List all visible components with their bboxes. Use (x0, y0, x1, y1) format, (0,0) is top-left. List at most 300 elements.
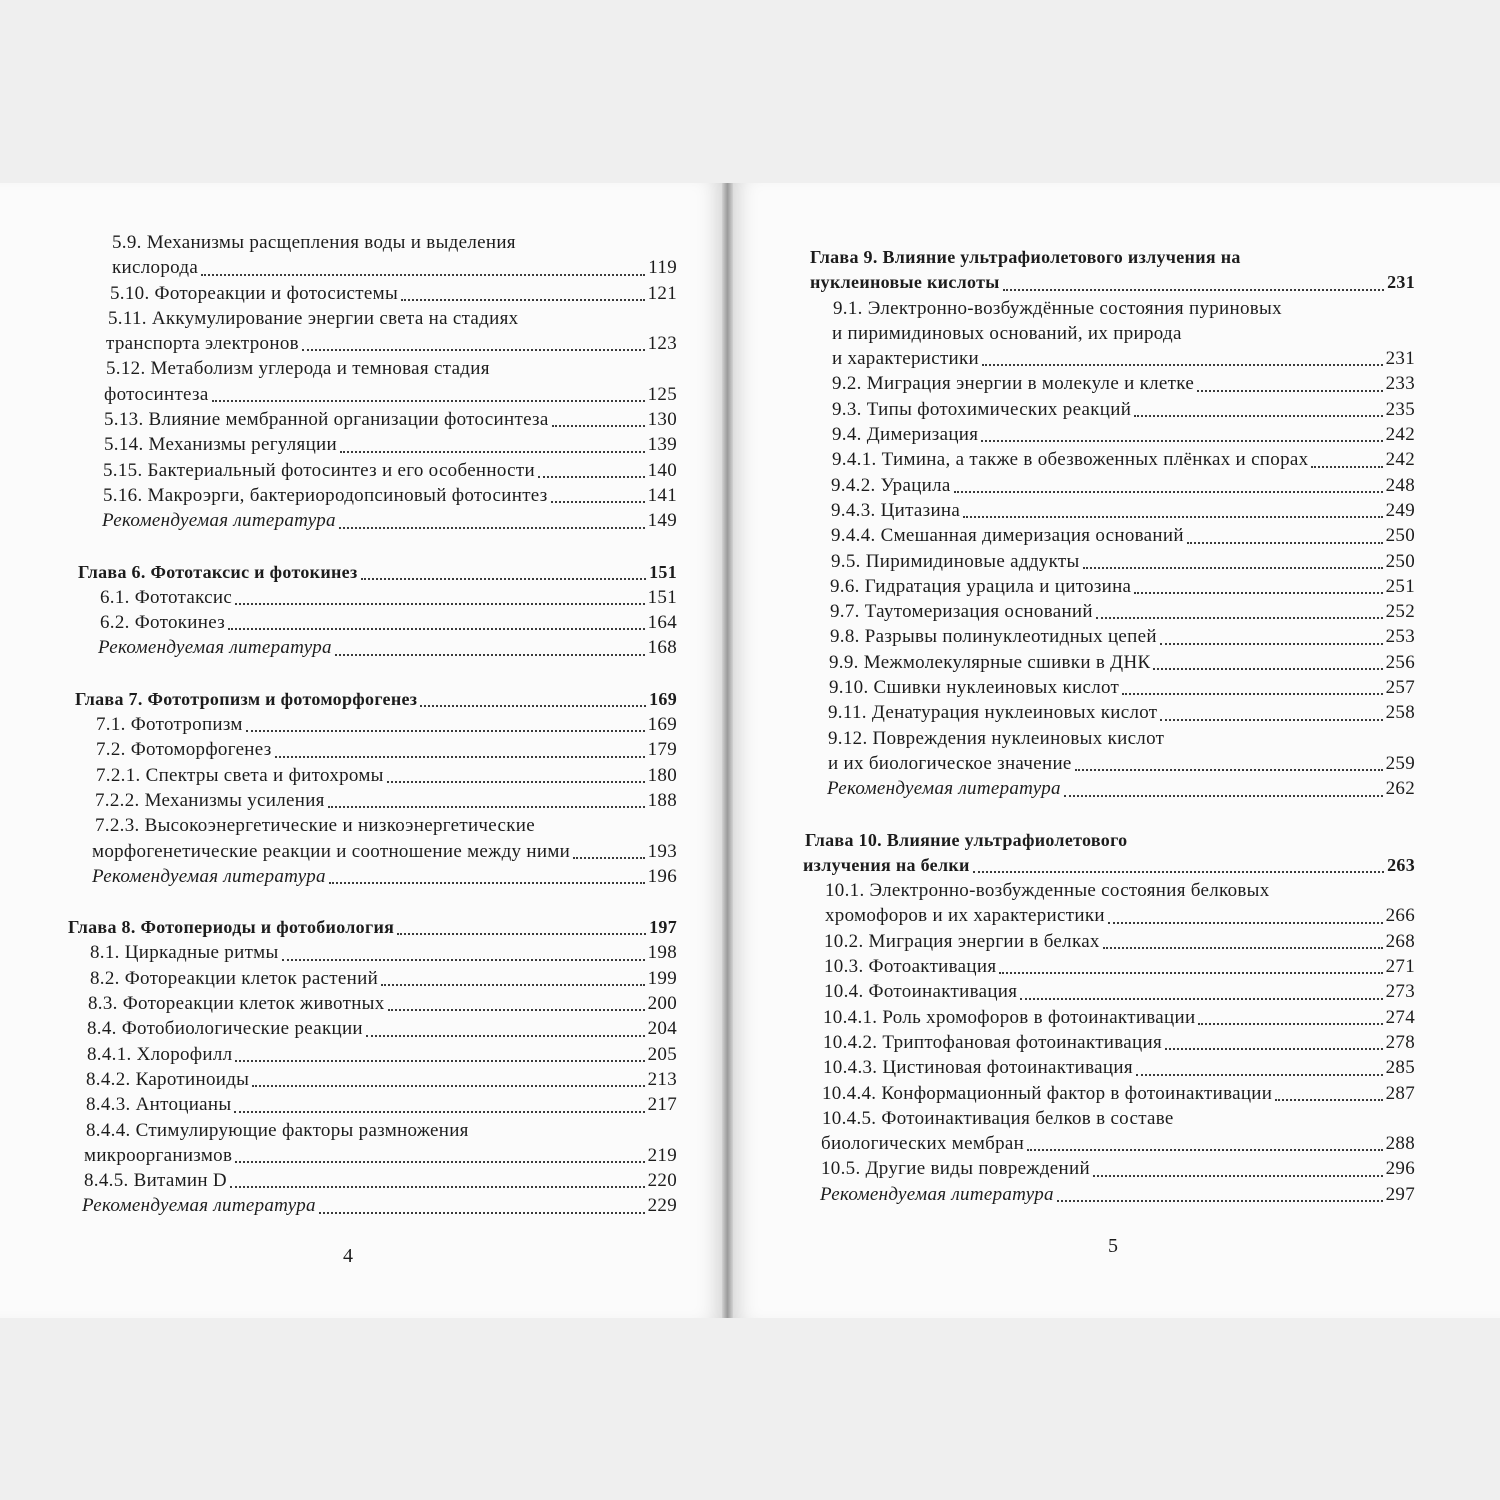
dot-leader (366, 1035, 645, 1037)
toc-entry-title: кислорода (112, 257, 199, 279)
toc-entry-page: 151 (649, 561, 677, 582)
toc-entry-page: 252 (1385, 601, 1415, 623)
toc-entry-row (733, 1030, 1500, 1055)
dot-leader (954, 491, 1383, 493)
toc-entry-page: 250 (1385, 550, 1415, 572)
left-page (0, 183, 722, 1318)
toc-entry-title: 9.2. Миграция энергии в молекуле и клетке (832, 373, 1195, 395)
toc-entry-page: 169 (647, 714, 677, 736)
toc-entry-row (733, 498, 1500, 523)
dot-leader (335, 654, 645, 656)
toc-entry-9-1 (733, 296, 1500, 372)
toc-entry-page: 119 (648, 257, 677, 279)
dot-leader (1134, 415, 1382, 417)
toc-entry-wrap-line: 5.11. Аккумулирование энергии света на стадиях (108, 307, 519, 329)
toc-entry-title: Глава 6. Фототаксис и фотокинез (78, 561, 358, 582)
toc-entry-wrap-line: 8.4.4. Стимулирующие факторы размножения (86, 1119, 469, 1141)
toc-entry-6-1 (0, 585, 722, 610)
toc-entry-row (733, 1131, 1500, 1156)
toc-entry-10-1 (733, 878, 1500, 929)
toc-entry-title: Глава 7. Фототропизм и фотоморфогенез (75, 688, 418, 709)
toc-entry-lit-10 (733, 1182, 1500, 1207)
toc-entry-page: 140 (647, 459, 677, 481)
toc-entry-row (0, 737, 722, 762)
toc-entry-page: 193 (647, 840, 677, 862)
dot-leader (1153, 668, 1382, 670)
toc-entry-9-2 (733, 371, 1500, 396)
toc-entry-9-10 (733, 675, 1500, 700)
toc-entry-10-4-4 (733, 1081, 1500, 1106)
toc-entry-row (733, 650, 1500, 675)
toc-entry-row (733, 1156, 1500, 1181)
dot-leader (381, 984, 645, 986)
toc-entry-page: 263 (1387, 854, 1415, 875)
toc-entry-title: морфогенетические реакции и соотношение между ними (92, 840, 571, 862)
dot-leader (1198, 1023, 1382, 1025)
toc-entry-8-4-5 (0, 1168, 722, 1193)
toc-entry-page: 130 (647, 409, 677, 431)
toc-entry-title: 8.4.1. Хлорофилл (87, 1043, 233, 1065)
dot-leader (552, 425, 645, 427)
toc-entry-row (0, 407, 722, 432)
dot-leader (1057, 1200, 1383, 1202)
toc-entry-title: 9.5. Пиримидиновые аддукты (831, 550, 1080, 572)
toc-entry-title: 8.4.3. Антоцианы (86, 1094, 232, 1116)
dot-leader (1075, 769, 1383, 771)
toc-entry-title: и их биологическое значение (828, 752, 1072, 774)
toc-entry-row (733, 700, 1500, 725)
toc-entry-9-3 (733, 397, 1500, 422)
section-spacer (0, 534, 722, 560)
toc-entry-title: 5.15. Бактериальный фотосинтез и его особенности (103, 459, 535, 481)
dot-leader (1096, 617, 1383, 619)
dot-leader (212, 400, 645, 402)
toc-entry-6-2 (0, 610, 722, 635)
toc-entry-page: 121 (647, 282, 677, 304)
toc-entry-10-4-2 (733, 1030, 1500, 1055)
toc-entry-row (0, 991, 722, 1016)
toc-entry-title: 7.1. Фототропизм (96, 714, 243, 736)
toc-entry-page: 249 (1385, 499, 1415, 521)
toc-entry-page: 274 (1385, 1006, 1415, 1028)
dot-leader (1064, 795, 1383, 797)
toc-entry-7-1 (0, 712, 722, 737)
toc-entry-page: 123 (647, 333, 677, 355)
toc-entry-page: 213 (647, 1068, 677, 1090)
dot-leader (230, 1186, 645, 1188)
dot-leader (1093, 1175, 1383, 1177)
dot-leader (340, 451, 645, 453)
toc-entry-5-9 (0, 230, 722, 281)
toc-entry-row (733, 549, 1500, 574)
dot-leader (1122, 693, 1382, 695)
toc-entry-row (0, 687, 722, 712)
toc-entry-8-4-4 (0, 1118, 722, 1169)
toc-entry-page: 180 (647, 764, 677, 786)
toc-entry-title: транспорта электронов (106, 333, 299, 355)
toc-entry-row (733, 1182, 1500, 1207)
toc-entry-page: 204 (647, 1018, 677, 1040)
toc-entry-8-2 (0, 966, 722, 991)
toc-entry-9-11 (733, 700, 1500, 725)
dot-leader (982, 364, 1383, 366)
toc-entry-row (0, 915, 722, 940)
toc-entry-row (733, 447, 1500, 472)
toc-entry-lit-7 (0, 864, 722, 889)
toc-entry-page: 188 (647, 789, 677, 811)
toc-entry-10-4-5 (733, 1106, 1500, 1157)
dot-leader (397, 933, 646, 935)
toc-entry-wrap-line: Глава 10. Влияние ультрафиолетового (805, 829, 1128, 850)
toc-entry-title: Рекомендуемая литература (827, 778, 1061, 800)
toc-entry-row (0, 712, 722, 737)
toc-entry-row (733, 954, 1500, 979)
toc-entry-lit-6 (0, 635, 722, 660)
section-spacer (0, 889, 722, 915)
toc-entry-title: Рекомендуемая литература (98, 637, 332, 659)
toc-entry-title: 7.2.2. Механизмы усиления (95, 789, 325, 811)
toc-entry-9-6 (733, 574, 1500, 599)
page-number-right: 5 (1108, 1235, 1118, 1257)
dot-leader (282, 959, 645, 961)
toc-entry-title: 6.2. Фотокинез (100, 612, 226, 634)
toc-entry-10-4 (733, 979, 1500, 1004)
toc-entry-9-8 (733, 624, 1500, 649)
toc-entry-9-7 (733, 599, 1500, 624)
toc-entry-5-16 (0, 483, 722, 508)
dot-leader (1136, 1074, 1383, 1076)
toc-entry-row (0, 255, 722, 280)
toc-entry-row (0, 940, 722, 965)
toc-entry-title: Рекомендуемая литература (82, 1195, 316, 1217)
toc-entry-ch-6 (0, 560, 722, 585)
toc-entry-title: 9.4.4. Смешанная димеризация оснований (831, 525, 1184, 547)
toc-entry-title: 9.4. Димеризация (832, 424, 979, 446)
toc-entry-lit-5 (0, 508, 722, 533)
toc-entry-row (733, 346, 1500, 371)
toc-entry-ch-9 (733, 245, 1500, 296)
toc-entry-row (0, 1193, 722, 1218)
dot-leader (551, 501, 645, 503)
toc-entry-row (0, 1092, 722, 1117)
section-spacer (733, 802, 1500, 828)
dot-leader (235, 1161, 644, 1163)
toc-entry-title: 10.5. Другие виды повреждений (821, 1158, 1090, 1180)
toc-entry-8-1 (0, 940, 722, 965)
toc-entry-row (0, 610, 722, 635)
toc-entry-page: 297 (1385, 1183, 1415, 1205)
toc-entry-title: 9.7. Таутомеризация оснований (830, 601, 1093, 623)
toc-entry-row (0, 635, 722, 660)
toc-entry-8-4 (0, 1016, 722, 1041)
dot-leader (339, 527, 645, 529)
toc-entry-title: 10.4.2. Триптофановая фотоинактивация (823, 1031, 1162, 1053)
toc-entry-ch-10 (733, 828, 1500, 879)
dot-leader (1103, 947, 1383, 949)
toc-entry-5-14 (0, 432, 722, 457)
toc-entry-9-4-2 (733, 473, 1500, 498)
toc-entry-page: 288 (1385, 1133, 1415, 1155)
toc-entry-page: 197 (649, 917, 677, 938)
dot-leader (963, 516, 1382, 518)
toc-entry-page: 220 (647, 1170, 677, 1192)
toc-entry-title: 9.11. Денатурация нуклеиновых кислот (828, 702, 1158, 724)
toc-entry-page: 235 (1385, 398, 1415, 420)
toc-entry-ch-8 (0, 915, 722, 940)
toc-entry-title: Рекомендуемая литература (92, 865, 326, 887)
toc-entry-row (733, 853, 1500, 878)
toc-entry-7-2-1 (0, 763, 722, 788)
toc-entry-page: 169 (649, 688, 677, 709)
toc-entry-page: 248 (1385, 474, 1415, 496)
toc-entry-row (0, 458, 722, 483)
toc-entry-page: 250 (1385, 525, 1415, 547)
toc-entry-row (0, 1016, 722, 1041)
toc-entry-page: 242 (1385, 449, 1415, 471)
book-spread (0, 183, 1500, 1318)
toc-entry-row (733, 979, 1500, 1004)
toc-entry-title: 7.2. Фотоморфогенез (96, 739, 272, 761)
toc-entry-8-4-1 (0, 1042, 722, 1067)
toc-entry-title: 5.14. Механизмы регуляции (104, 434, 337, 456)
toc-entry-row (0, 966, 722, 991)
dot-leader (328, 806, 645, 808)
toc-entry-wrap-line: и пиримидиновых оснований, их природа (832, 322, 1182, 344)
right-page (733, 183, 1500, 1318)
toc-entry-page: 168 (647, 637, 677, 659)
toc-entry-row (0, 281, 722, 306)
toc-entry-wrap-line: 5.12. Метаболизм углерода и темновая стадия (106, 358, 490, 380)
toc-entry-row (0, 1168, 722, 1193)
toc-entry-page: 257 (1385, 677, 1415, 699)
toc-entry-row (0, 839, 722, 864)
dot-leader (1134, 592, 1382, 594)
toc-entry-8-3 (0, 991, 722, 1016)
dot-leader (234, 1111, 644, 1113)
dot-leader (1165, 1048, 1383, 1050)
toc-entry-title: 10.4.1. Роль хромофоров в фотоинактивации (823, 1006, 1196, 1028)
toc-entry-7-2 (0, 737, 722, 762)
dot-leader (1160, 719, 1382, 721)
toc-entry-page: 256 (1385, 651, 1415, 673)
toc-entry-title: Глава 8. Фотопериоды и фотобиология (68, 917, 395, 938)
toc-entry-9-5 (733, 549, 1500, 574)
dot-leader (302, 349, 645, 351)
toc-entry-row (0, 382, 722, 407)
toc-entry-page: 199 (647, 967, 677, 989)
toc-entry-row (0, 560, 722, 585)
toc-entry-page: 296 (1385, 1158, 1415, 1180)
toc-entry-title: 9.6. Гидратация урацила и цитозина (830, 575, 1132, 597)
toc-entry-page: 273 (1385, 981, 1415, 1003)
toc-entry-10-4-1 (733, 1005, 1500, 1030)
toc-entry-10-2 (733, 929, 1500, 954)
toc-entry-9-4-3 (733, 498, 1500, 523)
toc-entry-row (733, 1081, 1500, 1106)
toc-entry-page: 229 (647, 1195, 677, 1217)
toc-entry-title: 5.13. Влияние мембранной организации фотосинтеза (104, 409, 549, 431)
toc-entry-page: 266 (1385, 905, 1415, 927)
toc-entry-page: 242 (1385, 424, 1415, 446)
dot-leader (252, 1085, 644, 1087)
toc-entry-title: 9.9. Межмолекулярные сшивки в ДНК (829, 651, 1151, 673)
toc-entry-row (0, 1143, 722, 1168)
toc-entry-page: 231 (1385, 348, 1415, 370)
dot-leader (1027, 1149, 1382, 1151)
toc-entry-row (0, 788, 722, 813)
dot-leader (420, 705, 646, 707)
toc-entry-wrap-line: 10.4.5. Фотоинактивация белков в составе (822, 1107, 1174, 1129)
toc-entry-page: 179 (647, 739, 677, 761)
toc-entry-page: 253 (1385, 626, 1415, 648)
toc-entry-title: биологических мембран (821, 1133, 1025, 1155)
toc-entry-page: 251 (1385, 575, 1415, 597)
toc-entry-row (733, 397, 1500, 422)
toc-entry-title: 10.3. Фотоактивация (824, 956, 997, 978)
toc-entry-title: 10.4.4. Конформационный фактор в фотоинактивации (822, 1082, 1273, 1104)
dot-leader (228, 628, 645, 630)
toc-entry-row (733, 523, 1500, 548)
dot-leader (573, 857, 644, 859)
dot-leader (973, 871, 1384, 873)
toc-entry-page: 217 (647, 1094, 677, 1116)
toc-entry-row (0, 763, 722, 788)
toc-entry-page: 141 (647, 484, 677, 506)
toc-entry-page: 164 (647, 612, 677, 634)
toc-entry-title: 10.4. Фотоинактивация (824, 981, 1018, 1003)
dot-leader (1197, 390, 1383, 392)
toc-entry-page: 149 (647, 510, 677, 532)
toc-entry-5-13 (0, 407, 722, 432)
toc-entry-title: 8.4.5. Витамин D (84, 1170, 227, 1192)
toc-entry-wrap-line: 7.2.3. Высокоэнергетические и низкоэнергетические (95, 815, 535, 837)
table-of-contents-right (733, 245, 1500, 1207)
toc-entry-title: 10.4.3. Цистиновая фотоинактивация (823, 1057, 1133, 1079)
toc-entry-wrap-line: 9.1. Электронно-возбуждённые состояния пуриновых (833, 297, 1282, 319)
dot-leader (981, 440, 1382, 442)
dot-leader (329, 882, 645, 884)
toc-entry-title: 5.10. Фотореакции и фотосистемы (110, 282, 399, 304)
toc-entry-page: 271 (1385, 956, 1415, 978)
toc-entry-row (733, 675, 1500, 700)
toc-entry-row (733, 371, 1500, 396)
toc-entry-title: 5.16. Макроэрги, бактериородопсиновый фотосинтез (103, 484, 548, 506)
toc-entry-7-2-2 (0, 788, 722, 813)
toc-entry-title: 8.4.2. Каротиноиды (86, 1068, 250, 1090)
toc-entry-title: 9.4.2. Урацила (831, 474, 951, 496)
toc-entry-title: 8.1. Циркадные ритмы (90, 942, 279, 964)
toc-entry-row (733, 751, 1500, 776)
dot-leader (387, 781, 645, 783)
dot-leader (1275, 1099, 1382, 1101)
toc-entry-5-11 (0, 306, 722, 357)
dot-leader (1020, 998, 1382, 1000)
toc-entry-8-4-2 (0, 1067, 722, 1092)
dot-leader (235, 603, 645, 605)
toc-entry-page: 200 (647, 993, 677, 1015)
toc-entry-title: 7.2.1. Спектры света и фитохромы (96, 764, 384, 786)
dot-leader (319, 1212, 645, 1214)
book-gutter (722, 183, 733, 1318)
toc-entry-wrap-line: 9.12. Повреждения нуклеиновых кислот (828, 727, 1165, 749)
dot-leader (235, 1060, 644, 1062)
toc-entry-9-12 (733, 726, 1500, 777)
toc-entry-lit-8 (0, 1193, 722, 1218)
dot-leader (246, 730, 645, 732)
toc-entry-row (733, 574, 1500, 599)
toc-entry-title: 10.2. Миграция энергии в белках (824, 930, 1100, 952)
dot-leader (201, 274, 645, 276)
toc-entry-page: 151 (647, 586, 677, 608)
toc-entry-title: 9.3. Типы фотохимических реакций (832, 398, 1132, 420)
dot-leader (1160, 643, 1383, 645)
toc-entry-10-4-3 (733, 1055, 1500, 1080)
toc-entry-title: 6.1. Фототаксис (100, 586, 233, 608)
toc-entry-page: 198 (647, 942, 677, 964)
toc-entry-9-9 (733, 650, 1500, 675)
toc-entry-title: Рекомендуемая литература (102, 510, 336, 532)
toc-entry-row (0, 331, 722, 356)
toc-entry-page: 268 (1385, 930, 1415, 952)
toc-entry-row (733, 1005, 1500, 1030)
toc-entry-row (733, 473, 1500, 498)
toc-entry-title: Рекомендуемая литература (820, 1183, 1054, 1205)
toc-entry-9-4 (733, 422, 1500, 447)
toc-entry-title: 9.4.1. Тимина, а также в обезвоженных плёнках и спорах (832, 449, 1309, 471)
toc-entry-title: 9.8. Разрывы полинуклеотидных цепей (830, 626, 1157, 648)
dot-leader (388, 1009, 645, 1011)
toc-entry-title: и характеристики (832, 348, 980, 370)
toc-entry-title: 9.10. Сшивки нуклеиновых кислот (829, 677, 1120, 699)
toc-entry-row (0, 1067, 722, 1092)
toc-entry-row (0, 585, 722, 610)
toc-entry-row (733, 929, 1500, 954)
toc-entry-title: 8.4. Фотобиологические реакции (87, 1018, 363, 1040)
toc-entry-title: 8.3. Фотореакции клеток животных (88, 993, 385, 1015)
toc-entry-page: 262 (1385, 778, 1415, 800)
toc-entry-page: 258 (1385, 702, 1415, 724)
toc-entry-page: 259 (1385, 752, 1415, 774)
toc-entry-10-5 (733, 1156, 1500, 1181)
toc-entry-page: 125 (647, 383, 677, 405)
toc-entry-title: фотосинтеза (104, 383, 209, 405)
toc-entry-9-4-1 (733, 447, 1500, 472)
toc-entry-wrap-line: 5.9. Механизмы расщепления воды и выделения (112, 232, 516, 253)
toc-entry-5-15 (0, 458, 722, 483)
toc-entry-page: 233 (1385, 373, 1415, 395)
toc-entry-page: 196 (647, 865, 677, 887)
toc-entry-5-12 (0, 356, 722, 407)
toc-entry-title: излучения на белки (803, 854, 970, 875)
dot-leader (1003, 289, 1385, 291)
toc-entry-page: 278 (1385, 1031, 1415, 1053)
toc-entry-10-3 (733, 954, 1500, 979)
toc-entry-row (733, 903, 1500, 928)
toc-entry-page: 285 (1385, 1057, 1415, 1079)
table-of-contents-left (0, 230, 722, 1219)
dot-leader (361, 578, 647, 580)
toc-entry-title: 9.4.3. Цитазина (831, 499, 961, 521)
dot-leader (999, 972, 1382, 974)
toc-entry-title: микроорганизмов (84, 1144, 233, 1166)
toc-entry-row (0, 432, 722, 457)
page-number-left: 4 (343, 1245, 353, 1267)
section-spacer (0, 661, 722, 687)
toc-entry-title: нуклеиновые кислоты (810, 272, 1000, 293)
toc-entry-row (0, 864, 722, 889)
dot-leader (275, 756, 645, 758)
toc-entry-title: хромофоров и их характеристики (825, 905, 1105, 927)
